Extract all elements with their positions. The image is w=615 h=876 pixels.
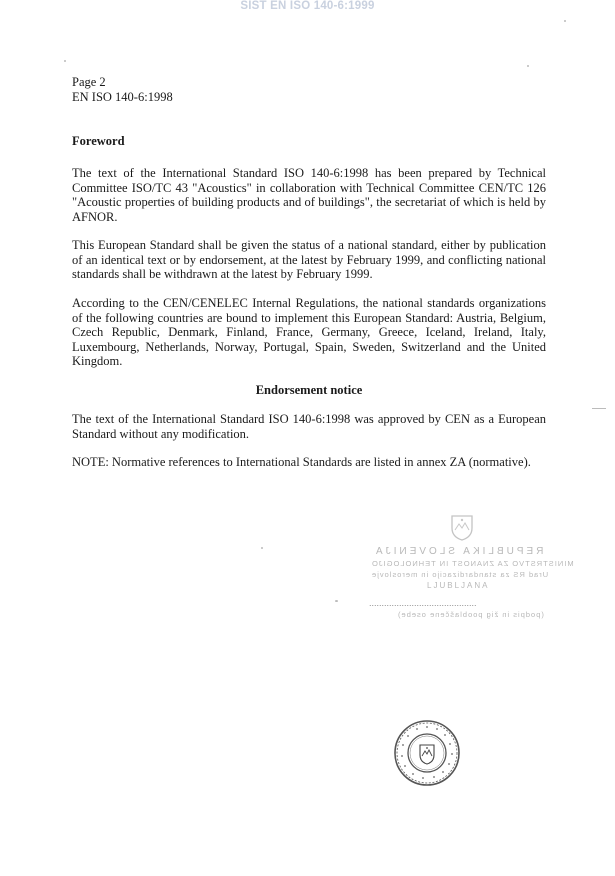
scan-speck [64, 60, 66, 62]
stamp-signature-line: ........................................... [369, 598, 477, 608]
official-seal-icon [392, 718, 462, 788]
stamp-line-6: (podpis in žig pooblaščene osebe) [397, 610, 544, 619]
endorsement-heading: Endorsement notice [255, 383, 363, 397]
page-header [72, 75, 173, 105]
stamp-line-4: LJUBLJANA [427, 581, 490, 590]
document-watermark: SIST EN ISO 140-6:1999 [240, 0, 375, 12]
foreword-heading: Foreword [72, 134, 125, 148]
foreword-paragraph-1: The text of the International Standard ISO 140-6:1998 has been prepared by Technical Committee ISO/TC 43 "Acoustics" in collaboration with Technical Committee CEN/TC 126 "Acoustic properties of building products and of buildings", the secretariat of which is held by AFNOR. [72, 166, 546, 224]
foreword-paragraph-2: This European Standard shall be given the status of a national standard, either by publication of an identical text or by endorsement, at the latest by February 1999, and conflicting national standards shall be withdrawn at the latest by February 1999. [72, 238, 546, 281]
document-identifier: EN ISO 140-6:1998 [72, 90, 173, 104]
normative-note: NOTE: Normative references to International Standards are listed in annex ZA (normative). [72, 455, 531, 469]
endorsement-paragraph: The text of the International Standard ISO 140-6:1998 was approved by CEN as a European Standard without any modification. [72, 412, 546, 441]
stamp-line-1: REPUBLIKA SLOVENIJA [373, 546, 544, 557]
ministry-stamp [365, 512, 574, 627]
scan-speck [335, 600, 338, 602]
scan-speck [564, 20, 566, 22]
page-number: Page 2 [72, 75, 106, 89]
scan-speck [592, 408, 606, 409]
foreword-paragraph-3: According to the CEN/CENELEC Internal Regulations, the national standards organizations of the following countries are bound to implement this European Standard: Austria, Belgium, Czech Republic, Denmark, Finland, France, Germany, Greece, Iceland, Ireland, Italy, Luxembourg, Netherlands, Norway, Portugal, Spain, Sweden, Switzerland and the United Kingdom. [72, 296, 546, 368]
scan-speck [261, 547, 263, 549]
stamp-line-2: MINISTRSTVO ZA ZNANOST IN TEHNOLOGIJO [371, 559, 574, 568]
coat-of-arms-icon [447, 512, 477, 542]
stamp-line-3: Urad RS za standardizacijo in meroslovje [371, 570, 549, 579]
scan-speck [527, 65, 529, 67]
